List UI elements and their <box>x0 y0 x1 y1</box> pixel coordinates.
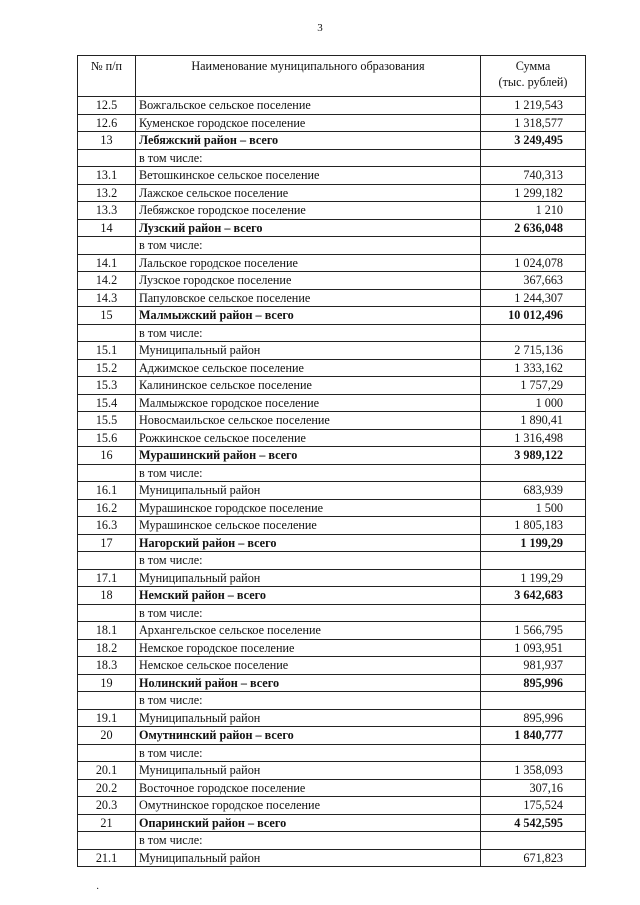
row-sum: 1 840,777 <box>481 727 586 745</box>
row-name: в том числе: <box>136 552 481 570</box>
row-number: 15.2 <box>78 359 136 377</box>
table-row <box>78 517 586 535</box>
row-name: в том числе: <box>136 149 481 167</box>
row-sum: 1 024,078 <box>481 254 586 272</box>
row-name: Рожкинское сельское поселение <box>136 429 481 447</box>
row-number: 15.4 <box>78 394 136 412</box>
table-row <box>78 569 586 587</box>
row-name: Лальское городское поселение <box>136 254 481 272</box>
row-number: 13 <box>78 132 136 150</box>
table-row <box>78 202 586 220</box>
row-number: 12.5 <box>78 97 136 115</box>
table-row <box>78 639 586 657</box>
table-body <box>78 97 586 867</box>
row-sum: 1 890,41 <box>481 412 586 430</box>
row-number: 13.1 <box>78 167 136 185</box>
page-mark: · <box>96 884 100 895</box>
table-row <box>78 762 586 780</box>
row-name: Лузский район – всего <box>136 219 481 237</box>
row-name: Восточное городское поселение <box>136 779 481 797</box>
row-number: 15.6 <box>78 429 136 447</box>
row-number: 15 <box>78 307 136 325</box>
row-number: 16.1 <box>78 482 136 500</box>
header-sum <box>481 56 586 97</box>
row-number: 15.5 <box>78 412 136 430</box>
row-number <box>78 149 136 167</box>
row-sum: 683,939 <box>481 482 586 500</box>
row-number: 18.1 <box>78 622 136 640</box>
row-number: 16.2 <box>78 499 136 517</box>
row-sum <box>481 692 586 710</box>
row-sum: 3 642,683 <box>481 587 586 605</box>
row-number: 12.6 <box>78 114 136 132</box>
row-sum: 1 318,577 <box>481 114 586 132</box>
row-sum: 671,823 <box>481 849 586 867</box>
row-name: Мурашинское городское поселение <box>136 499 481 517</box>
row-sum <box>481 324 586 342</box>
row-number: 20.1 <box>78 762 136 780</box>
table-row <box>78 429 586 447</box>
row-number: 13.2 <box>78 184 136 202</box>
table-row-district-total <box>78 447 586 465</box>
row-number: 18.3 <box>78 657 136 675</box>
table-header-row <box>78 56 586 97</box>
row-number <box>78 744 136 762</box>
table-row <box>78 289 586 307</box>
row-name: Нолинский район – всего <box>136 674 481 692</box>
table-row-district-total <box>78 814 586 832</box>
row-number <box>78 324 136 342</box>
row-number: 21.1 <box>78 849 136 867</box>
row-sum: 2 715,136 <box>481 342 586 360</box>
table-row-district-total <box>78 674 586 692</box>
table-row <box>78 394 586 412</box>
row-sum: 1 093,951 <box>481 639 586 657</box>
table-row-district-total <box>78 587 586 605</box>
row-number: 21 <box>78 814 136 832</box>
header-sum-title: Сумма <box>515 59 551 73</box>
table-row-district-total <box>78 307 586 325</box>
table-row <box>78 359 586 377</box>
table-row-subheading <box>78 237 586 255</box>
row-number: 17.1 <box>78 569 136 587</box>
row-sum: 1 000 <box>481 394 586 412</box>
row-sum: 1 358,093 <box>481 762 586 780</box>
row-sum: 1 199,29 <box>481 569 586 587</box>
row-number <box>78 552 136 570</box>
row-number <box>78 604 136 622</box>
row-name: Немское сельское поселение <box>136 657 481 675</box>
row-number: 20.3 <box>78 797 136 815</box>
table-row-subheading <box>78 832 586 850</box>
row-name: Омутнинский район – всего <box>136 727 481 745</box>
table-row-subheading <box>78 464 586 482</box>
table-row <box>78 412 586 430</box>
table-row <box>78 622 586 640</box>
row-number: 18 <box>78 587 136 605</box>
row-name: Опаринский район – всего <box>136 814 481 832</box>
row-sum: 1 299,182 <box>481 184 586 202</box>
row-sum: 4 542,595 <box>481 814 586 832</box>
row-sum: 895,996 <box>481 709 586 727</box>
row-number: 19 <box>78 674 136 692</box>
row-name: Муниципальный район <box>136 762 481 780</box>
table-row-district-total <box>78 132 586 150</box>
row-number: 20 <box>78 727 136 745</box>
header-sum-unit: (тыс. рублей) <box>498 75 568 89</box>
header-number: № п/п <box>78 56 136 97</box>
header-name: Наименование муниципального образования <box>136 56 481 97</box>
row-sum: 1 210 <box>481 202 586 220</box>
row-name: Аджимское сельское поселение <box>136 359 481 377</box>
row-number: 15.3 <box>78 377 136 395</box>
row-number: 16.3 <box>78 517 136 535</box>
row-number: 16 <box>78 447 136 465</box>
row-sum <box>481 149 586 167</box>
table-row <box>78 482 586 500</box>
table-row <box>78 849 586 867</box>
table-row <box>78 342 586 360</box>
table-row <box>78 184 586 202</box>
table-row <box>78 657 586 675</box>
table-row-district-total <box>78 727 586 745</box>
table-row <box>78 377 586 395</box>
row-number: 14.1 <box>78 254 136 272</box>
row-number: 15.1 <box>78 342 136 360</box>
table-row-subheading <box>78 744 586 762</box>
row-sum: 1 566,795 <box>481 622 586 640</box>
row-name: в том числе: <box>136 832 481 850</box>
row-sum: 1 757,29 <box>481 377 586 395</box>
row-name: в том числе: <box>136 464 481 482</box>
table-row-subheading <box>78 692 586 710</box>
table-row <box>78 779 586 797</box>
row-name: Муниципальный район <box>136 342 481 360</box>
table-row <box>78 499 586 517</box>
row-name: Лажское сельское поселение <box>136 184 481 202</box>
table-row <box>78 709 586 727</box>
row-number <box>78 464 136 482</box>
row-name: Муниципальный район <box>136 482 481 500</box>
row-name: в том числе: <box>136 744 481 762</box>
row-number: 17 <box>78 534 136 552</box>
budget-table <box>77 55 586 867</box>
row-name: Муниципальный район <box>136 569 481 587</box>
row-name: в том числе: <box>136 324 481 342</box>
row-number <box>78 692 136 710</box>
row-name: Папуловское сельское поселение <box>136 289 481 307</box>
table-row <box>78 97 586 115</box>
table-row-subheading <box>78 552 586 570</box>
row-name: Вожгальское сельское поселение <box>136 97 481 115</box>
row-name: Малмыжское городское поселение <box>136 394 481 412</box>
row-number: 14.3 <box>78 289 136 307</box>
row-sum: 1 500 <box>481 499 586 517</box>
row-name: Лебяжское городское поселение <box>136 202 481 220</box>
row-sum: 307,16 <box>481 779 586 797</box>
row-number <box>78 832 136 850</box>
row-sum: 1 805,183 <box>481 517 586 535</box>
table-row-subheading <box>78 604 586 622</box>
row-name: Муниципальный район <box>136 709 481 727</box>
row-name: Мурашинский район – всего <box>136 447 481 465</box>
row-sum <box>481 604 586 622</box>
row-sum <box>481 744 586 762</box>
table-row <box>78 114 586 132</box>
table-row-district-total <box>78 219 586 237</box>
row-name: Немский район – всего <box>136 587 481 605</box>
row-name: Малмыжский район – всего <box>136 307 481 325</box>
row-number: 18.2 <box>78 639 136 657</box>
row-name: в том числе: <box>136 604 481 622</box>
row-name: Лузское городское поселение <box>136 272 481 290</box>
row-sum <box>481 552 586 570</box>
row-sum: 1 199,29 <box>481 534 586 552</box>
table-row-district-total <box>78 534 586 552</box>
row-sum: 175,524 <box>481 797 586 815</box>
row-name: Омутнинское городское поселение <box>136 797 481 815</box>
row-number: 14 <box>78 219 136 237</box>
table-row <box>78 254 586 272</box>
table-row-subheading <box>78 324 586 342</box>
row-sum: 10 012,496 <box>481 307 586 325</box>
row-sum: 1 244,307 <box>481 289 586 307</box>
row-name: Мурашинское сельское поселение <box>136 517 481 535</box>
row-sum: 895,996 <box>481 674 586 692</box>
row-name: Нагорский район – всего <box>136 534 481 552</box>
row-sum: 1 333,162 <box>481 359 586 377</box>
table-row <box>78 272 586 290</box>
row-sum: 3 989,122 <box>481 447 586 465</box>
row-sum: 3 249,495 <box>481 132 586 150</box>
row-name: Ветошкинское сельское поселение <box>136 167 481 185</box>
row-number: 19.1 <box>78 709 136 727</box>
row-sum: 2 636,048 <box>481 219 586 237</box>
row-name: в том числе: <box>136 237 481 255</box>
row-name: в том числе: <box>136 692 481 710</box>
page-number: 3 <box>317 22 323 34</box>
row-sum <box>481 464 586 482</box>
row-sum: 1 316,498 <box>481 429 586 447</box>
row-sum: 367,663 <box>481 272 586 290</box>
row-name: Калининское сельское поселение <box>136 377 481 395</box>
row-name: Куменское городское поселение <box>136 114 481 132</box>
table-row <box>78 797 586 815</box>
row-name: Архангельское сельское поселение <box>136 622 481 640</box>
row-sum: 740,313 <box>481 167 586 185</box>
row-sum: 981,937 <box>481 657 586 675</box>
row-sum <box>481 237 586 255</box>
row-number: 20.2 <box>78 779 136 797</box>
row-number <box>78 237 136 255</box>
row-sum <box>481 832 586 850</box>
table-row-subheading <box>78 149 586 167</box>
table-row <box>78 167 586 185</box>
row-number: 13.3 <box>78 202 136 220</box>
row-name: Лебяжский район – всего <box>136 132 481 150</box>
row-name: Новосмаильское сельское поселение <box>136 412 481 430</box>
row-sum: 1 219,543 <box>481 97 586 115</box>
row-number: 14.2 <box>78 272 136 290</box>
row-name: Муниципальный район <box>136 849 481 867</box>
row-name: Немское городское поселение <box>136 639 481 657</box>
